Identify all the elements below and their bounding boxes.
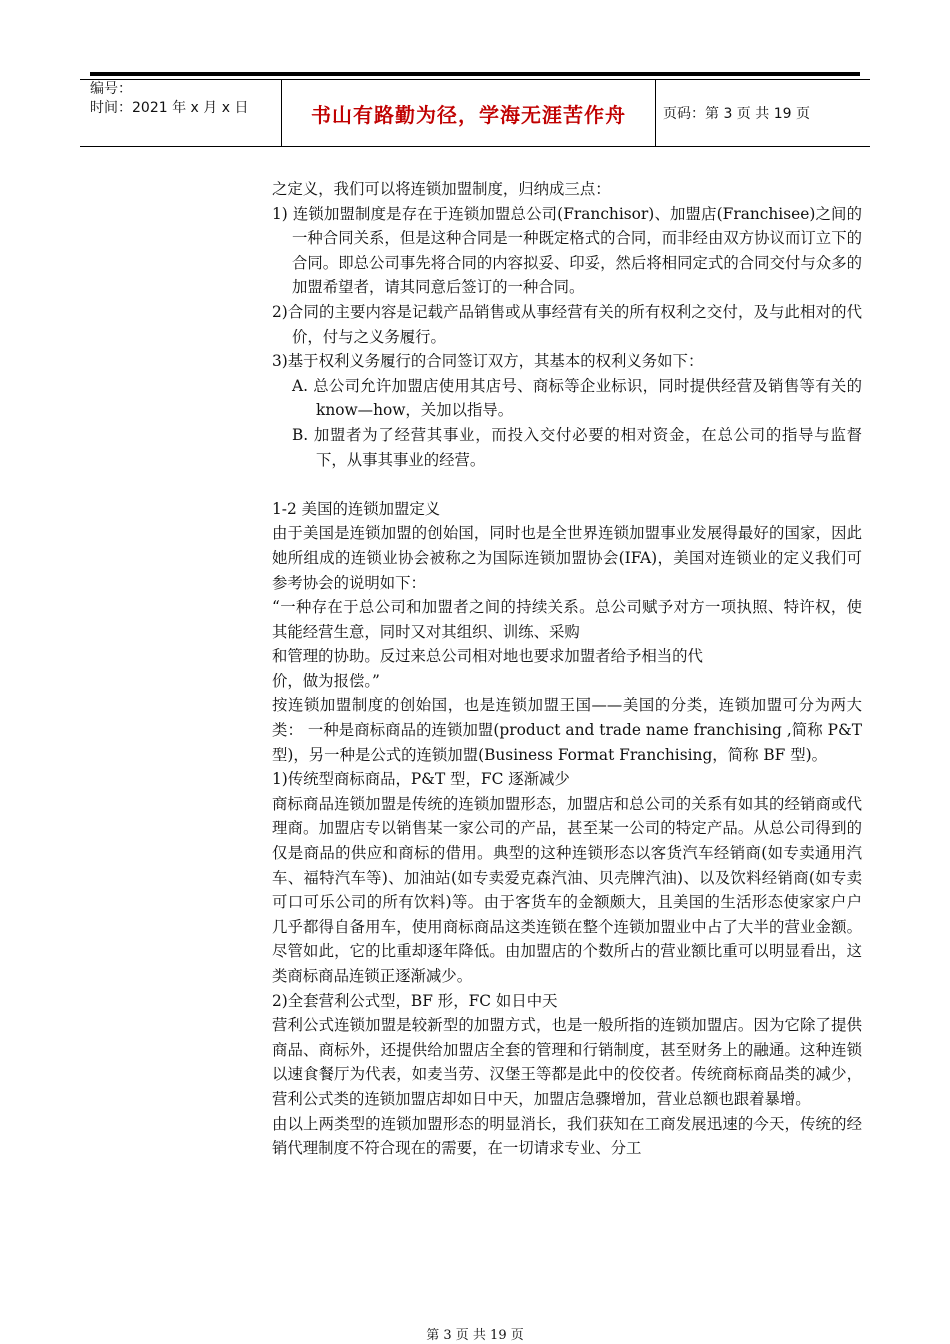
paragraph: 营利公式连锁加盟是较新型的加盟方式，也是一般所指的连锁加盟店。因为它除了提供商品、商标外，还提供给加盟店全套的管理和行销制度，甚至财务上的融通。这种连锁以速食餐厅为代表，如麦当劳、汉堡王等都是此中的佼佼者。传统商标商品类的减少，营利公式类的连锁加盟店却如日中天，加盟店急骤增加，营业总额也跟着暴增。 — [272, 1016, 862, 1108]
paragraph: 商标商品连锁加盟是传统的连锁加盟形态，加盟店和总公司的关系有如其的经销商或代理商。加盟店专以销售某一家公司的产品，甚至某一公司的特定产品。从总公司得到的仅是商品的供应和商标的借用。典型的这种连锁形态以客货汽车经销商(如专卖通用汽车、福特汽车等)、加油站(如专卖爱克森汽油、贝壳牌汽油)、以及饮料经销商(如专卖可口可乐公司的所有饮料)等。由于客货车的金额颇大，且美国的生活形态使家家户户几乎都得自备用车，使用商标商品这类连锁在整个连锁加盟业中占了大半的营业金额。尽管如此，它的比重却逐年降低。由加盟店的个数所占的营业额比重可以明显看出，这类商标商品连锁正逐渐减少。 — [272, 794, 862, 985]
list-item: 2)合同的主要内容是记载产品销售或从事经营有关的所有权利之交付，及与此相对的代价，付与之义务履行。 — [272, 302, 862, 346]
subheading: 1)传统型商标商品，P&T 型，FC 逐渐减少 — [272, 770, 570, 789]
header-page-info: 页码：第 3 页 共 19 页 — [663, 106, 810, 122]
sub-list-item: A. 总公司允许加盟店使用其店号、商标等企业标识，同时提供经营及销售等有关的 know—how，关加以指导。 — [292, 376, 862, 420]
quote-line: “一种存在于总公司和加盟者之间的持续关系。总公司赋予对方一项执照、特许权，使其能经营生意，同时又对其组织、训练、采购 — [272, 598, 862, 641]
header-meta — [90, 80, 248, 118]
header-divider-2 — [655, 79, 656, 146]
page-footer: 第 3 页 共 19 页 — [426, 1328, 524, 1343]
header-motto: 书山有路勤为径，学海无涯苦作舟 — [311, 102, 626, 127]
subheading: 2)全套营利公式型，BF 形，FC 如日中天 — [272, 991, 558, 1010]
paragraph: 按连锁加盟制度的创始国，也是连锁加盟王国——美国的分类，连锁加盟可分为两大类： 一种是商标商品的连锁加盟(product and trade name franchising ,简称 P&T 型)，另一种是公式的连锁加盟(Business Format Franchising，简称 BF 型)。 — [272, 696, 862, 764]
sub-list-item: B. 加盟者为了经营其事业，而投入交付必要的相对资金，在总公司的指导与监督下，从事其事业的经营。 — [292, 425, 862, 469]
document-body — [272, 177, 862, 1161]
spacer — [272, 472, 862, 497]
list-item: 1) 连锁加盟制度是存在于连锁加盟总公司(Franchisor)、加盟店(Franchisee)之间的一种合同关系，但是这种合同是一种既定格式的合同，而非经由双方协议而订立下的合同。即总公司事先将合同的内容拟妥、印妥，然后将相同定式的合同交付与众多的加盟希望者，请其同意后签订的一种合同。 — [272, 204, 862, 297]
number-label: 编号： — [90, 81, 132, 97]
time-label: 时间：2021 年 x 月 x 日 — [90, 100, 249, 116]
header-rule-thick — [90, 72, 860, 76]
paragraph: 由以上两类型的连锁加盟形态的明显消长，我们获知在工商发展迅速的今天，传统的经销代理制度不符合现在的需要，在一切请求专业、分工 — [272, 1114, 862, 1158]
list-item: 3)基于权利义务履行的合同签订双方，其基本的权利义务如下： — [272, 352, 704, 371]
header-rule-bottom — [80, 146, 870, 147]
section-heading: 1-2 美国的连锁加盟定义 — [272, 499, 441, 518]
paragraph: 之定义，我们可以将连锁加盟制度，归纳成三点： — [272, 180, 611, 198]
quote-line: 和管理的协助。反过来总公司相对地也要求加盟者给予相当的代 — [272, 647, 703, 666]
quote-line: 价，做为报偿。” — [272, 671, 380, 690]
paragraph: 由于美国是连锁加盟的创始国，同时也是全世界连锁加盟事业发展得最好的国家，因此她所组成的连锁业协会被称之为国际连锁加盟协会(IFA)，美国对连锁业的定义我们可参考协会的说明如下： — [272, 524, 862, 592]
